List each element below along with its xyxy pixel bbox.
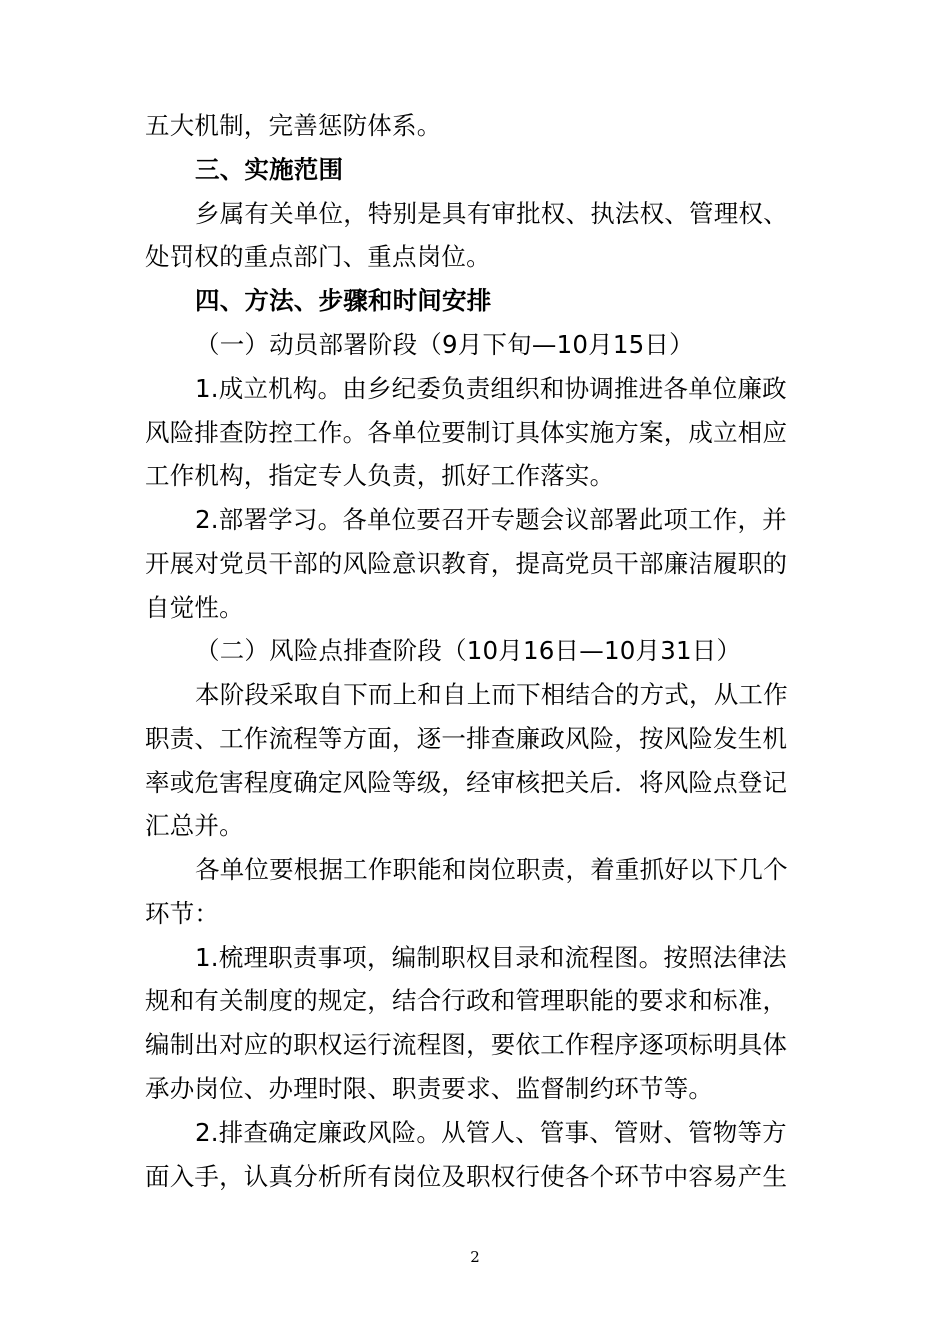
section-heading: 三、实施范围	[195, 155, 344, 184]
body-line: 规和有关制度的规定，结合行政和管理职能的要求和标准，	[145, 986, 788, 1015]
body-line: 率或危害程度确定风险等级，经审核把关后．将风险点登记	[145, 768, 788, 797]
body-line: 面入手，认真分析所有岗位及职权行使各个环节中容易产生	[145, 1162, 788, 1191]
page-number: 2	[470, 1248, 480, 1266]
body-line: 1.梳理职责事项，编制职权目录和流程图。按照法律法	[195, 943, 787, 972]
body-line: 开展对党员干部的风险意识教育，提高党员干部廉洁履职的	[145, 549, 788, 578]
body-line: 自觉性。	[145, 593, 244, 622]
subsection-heading: （二）风险点排查阶段（10月16日—10月31日）	[195, 636, 742, 665]
body-line: 乡属有关单位，特别是具有审批权、执法权、管理权、	[195, 199, 788, 228]
body-line: 1.成立机构。由乡纪委负责组织和协调推进各单位廉政	[195, 374, 787, 403]
body-line: 2.排查确定廉政风险。从管人、管事、管财、管物等方	[195, 1118, 787, 1147]
body-line: 汇总并。	[145, 811, 244, 840]
body-line: 2.部署学习。各单位要召开专题会议部署此项工作，并	[195, 505, 787, 534]
body-line: 处罚权的重点部门、重点岗位。	[145, 242, 491, 271]
body-line: 承办岗位、办理时限、职责要求、监督制约环节等。	[145, 1074, 714, 1103]
body-line: 本阶段采取自下而上和自上而下相结合的方式，从工作	[195, 680, 788, 709]
subsection-heading: （一）动员部署阶段（9月下旬—10月15日）	[195, 330, 694, 359]
body-line: 工作机构，指定专人负责，抓好工作落实。	[145, 461, 615, 490]
body-line: 环节：	[145, 899, 220, 928]
body-line: 五大机制，完善惩防体系。	[145, 111, 442, 140]
body-line: 编制出对应的职权运行流程图，要依工作程序逐项标明具体	[145, 1030, 788, 1059]
body-line: 职责、工作流程等方面，逐一排查廉政风险，按风险发生机	[145, 724, 788, 753]
body-line: 风险排查防控工作。各单位要制订具体实施方案，成立相应	[145, 418, 788, 447]
section-heading: 四、方法、步骤和时间安排	[195, 286, 492, 315]
body-line: 各单位要根据工作职能和岗位职责，着重抓好以下几个	[195, 855, 788, 884]
